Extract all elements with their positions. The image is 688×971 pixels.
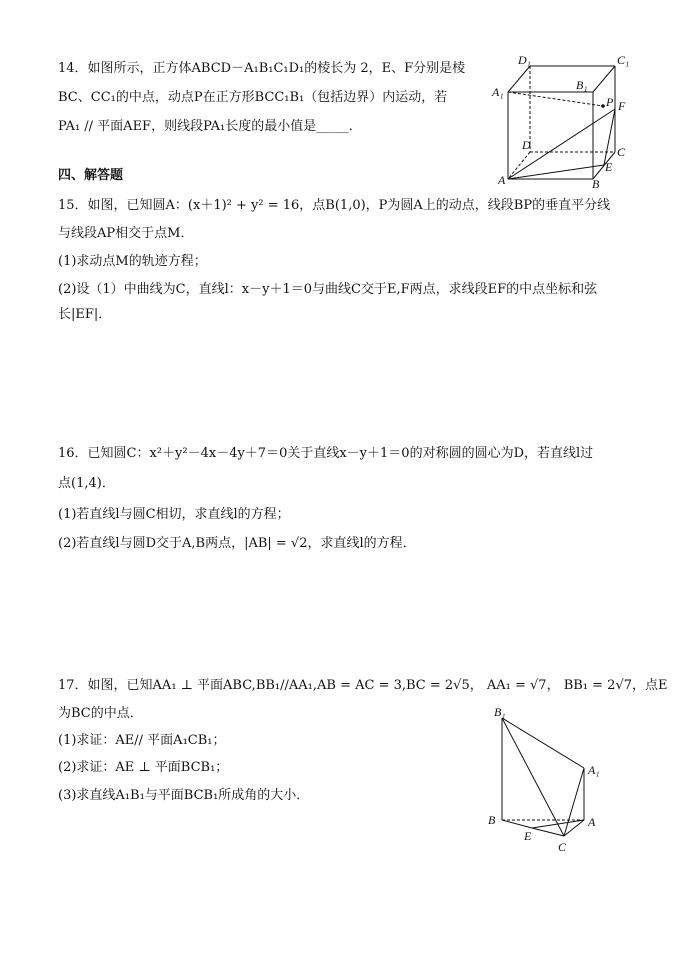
cube-label-B1: B₁ [576,78,588,92]
cube-label-A: A [498,173,506,187]
q15-line3: (1)求动点M的轨迹方程； [58,254,207,269]
cube-label-F: F [618,99,626,113]
q16-line4: (2)若直线l与圆D交于A,B两点，|AB| = √2，求直线l的方程． [58,536,416,551]
q16-line2: 点(1,4)． [58,476,115,491]
q15-line5: 长|EF|． [58,307,112,322]
q17-line3: (1)求证：AE// 平面A₁CB₁； [58,733,226,748]
prism-label-B1: B₁ [494,705,506,719]
cube-figure [490,52,640,190]
prism-label-A: A [588,815,596,829]
q14-line1: 14．如图所示，正方体ABCD－A₁B₁C₁D₁的棱长为 2，E、F分别是棱 [58,61,466,76]
cube-label-B: B [592,177,600,190]
prism-figure [480,702,610,854]
prism-label-B: B [488,813,496,827]
cube-label-E: E [605,160,613,174]
cube-label-D1: D₁ [518,53,531,67]
q17-line4: (2)求证：AE ⊥ 平面BCB₁； [58,760,229,775]
prism-label-C: C [558,840,567,854]
prism-label-A1: A₁ [588,763,600,777]
q16-line3: (1)若直线l与圆C相切，求直线l的方程； [58,507,290,522]
q17-line2: 为BC的中点． [58,706,143,721]
q15-line4: (2)设（1）中曲线为C，直线l：x－y＋1＝0与曲线C交于E,F两点，求线段EF的中点坐标和弦 [58,282,598,297]
q15-line2: 与线段AP相交于点M． [58,226,194,241]
q16-line1: 16．已知圆C：x²＋y²－4x－4y＋7＝0关于直线x－y＋1＝0的对称圆的圆心为D，若直线l过 [58,446,594,461]
prism-label-E: E [524,829,532,843]
cube-label-A1: A₁ [492,85,504,99]
q15-line1: 15．如图，已知圆A：(x＋1)² + y² = 16，点B(1,0)，P为圆A上的动点，线段BP的垂直平分线 [58,198,611,213]
q14-line3: PA₁ // 平面AEF，则线段PA₁长度的最小值是_____． [58,119,362,134]
q17-line5: (3)求直线A₁B₁与平面BCB₁所成角的大小． [58,788,310,803]
cube-label-C1: C₁ [617,53,630,67]
cube-label-D: D [522,138,531,152]
q14-line2: BC、CC₁的中点，动点P在正方形BCC₁B₁（包括边界）内运动，若 [58,90,448,105]
cube-label-C: C [617,145,626,159]
cube-label-P: P [606,95,614,109]
q17-line1: 17．如图，已知AA₁ ⊥ 平面ABC,BB₁//AA₁,AB = AC = 3,BC = 2√5， AA₁ = √7， BB₁ = 2√7，点E [58,678,668,693]
section-title: 四、解答题 [58,168,124,183]
